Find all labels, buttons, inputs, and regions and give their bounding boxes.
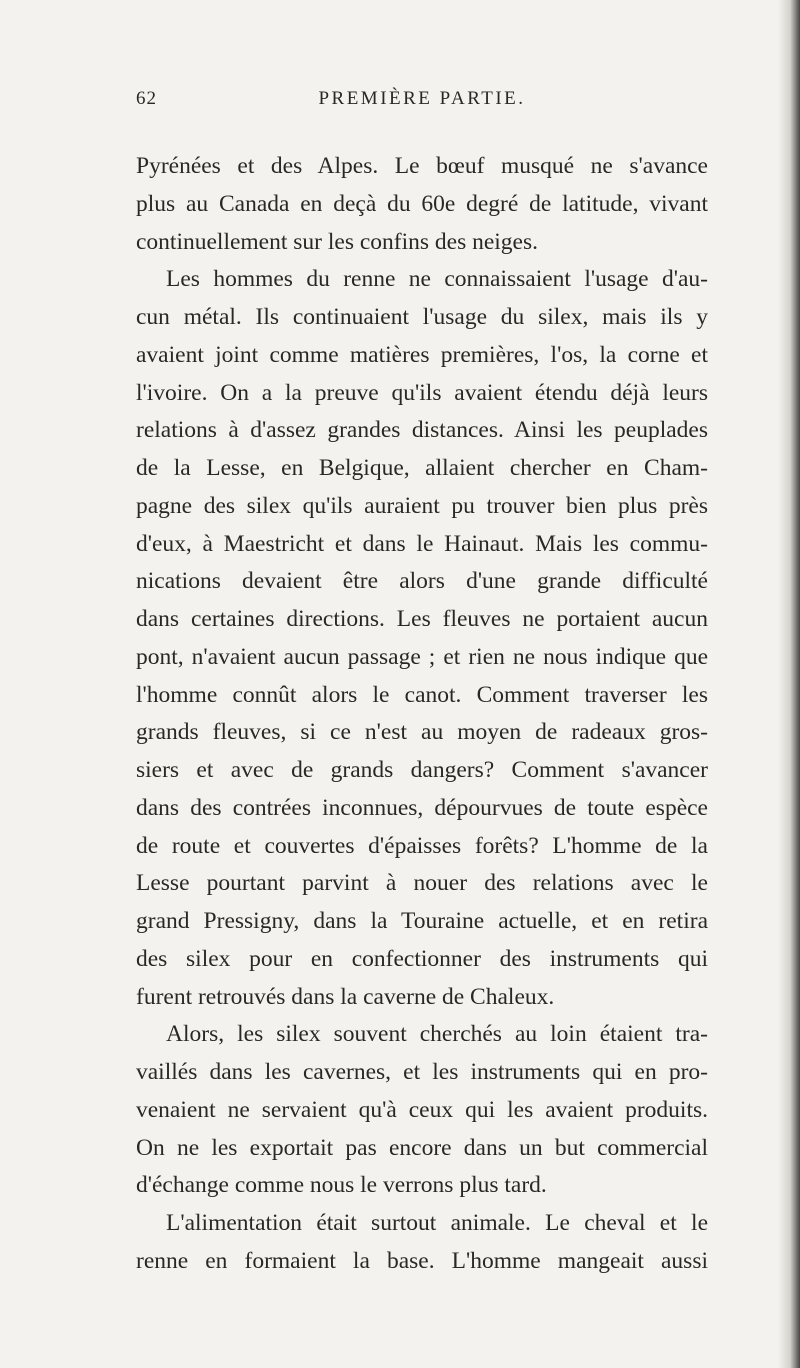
text-line: des silex pour en confectionner des instruments qui bbox=[136, 945, 708, 972]
text-line: Alors, les silex souvent cherchés au loin étaient tra- bbox=[166, 1021, 708, 1048]
text-line: dans certaines directions. Les fleuves ne portaient aucun bbox=[136, 606, 708, 632]
text-line: de la Lesse, en Belgique, allaient chercher en Cham- bbox=[136, 455, 708, 481]
text-line: Pyrénées et des Alpes. Le bœuf musqué ne s'avance bbox=[136, 153, 708, 179]
text-line: grand Pressigny, dans la Touraine actuelle, et en retira bbox=[136, 908, 708, 934]
text-line: d'échange comme nous le verrons plus tard. bbox=[136, 1172, 547, 1199]
text-line: L'alimentation était surtout animale. Le cheval et le bbox=[166, 1210, 708, 1236]
running-title: PREMIÈRE PARTIE. bbox=[318, 88, 526, 109]
text-line: cun métal. Ils continuaient l'usage du silex, mais ils y bbox=[136, 304, 708, 330]
text-line: furent retrouvés dans la caverne de Chaleux. bbox=[136, 983, 555, 1010]
page-header bbox=[136, 88, 708, 118]
text-line: l'homme connût alors le canot. Comment traverser les bbox=[136, 681, 708, 708]
page-number: 62 bbox=[136, 88, 157, 109]
text-line: grands fleuves, si ce n'est au moyen de radeaux gros- bbox=[136, 719, 708, 746]
text-line: pont, n'avaient aucun passage ; et rien ne nous indique que bbox=[136, 643, 708, 670]
text-line: relations à d'assez grandes distances. Ainsi les peuplades bbox=[136, 417, 708, 444]
text-line: vaillés dans les cavernes, et les instruments qui en pro- bbox=[136, 1059, 708, 1085]
text-line: d'eux, à Maestricht et dans le Hainaut. Mais les commu- bbox=[136, 530, 708, 557]
text-line: l'ivoire. On a la preuve qu'ils avaient étendu déjà leurs bbox=[136, 379, 708, 406]
text-line: nications devaient être alors d'une grande difficulté bbox=[136, 568, 708, 595]
body-text bbox=[136, 148, 708, 1281]
text-line: renne en formaient la base. L'homme mangeait aussi bbox=[136, 1247, 708, 1274]
text-line: avaient joint comme matières premières, l'os, la corne et bbox=[136, 341, 708, 368]
text-line: continuellement sur les confins des neiges. bbox=[136, 228, 539, 255]
text-line: Lesse pourtant parvint à nouer des relations avec le bbox=[136, 870, 708, 897]
text-line: On ne les exportait pas encore dans un but commercial bbox=[136, 1134, 708, 1161]
text-line: pagne des silex qu'ils auraient pu trouver bien plus près bbox=[136, 492, 708, 519]
text-line: siers et avec de grands dangers? Comment s'avancer bbox=[136, 757, 708, 783]
text-line: dans des contrées inconnues, dépourvues de toute espèce bbox=[136, 794, 708, 821]
text-line: Les hommes du renne ne connaissaient l'usage d'au- bbox=[166, 266, 708, 293]
page-edge-shadow bbox=[778, 0, 800, 1368]
text-line: plus au Canada en deçà du 60e degré de latitude, vivant bbox=[136, 190, 708, 217]
text-line: de route et couvertes d'épaisses forêts? L'homme de la bbox=[136, 832, 708, 859]
text-line: venaient ne servaient qu'à ceux qui les avaient produits. bbox=[136, 1096, 708, 1123]
